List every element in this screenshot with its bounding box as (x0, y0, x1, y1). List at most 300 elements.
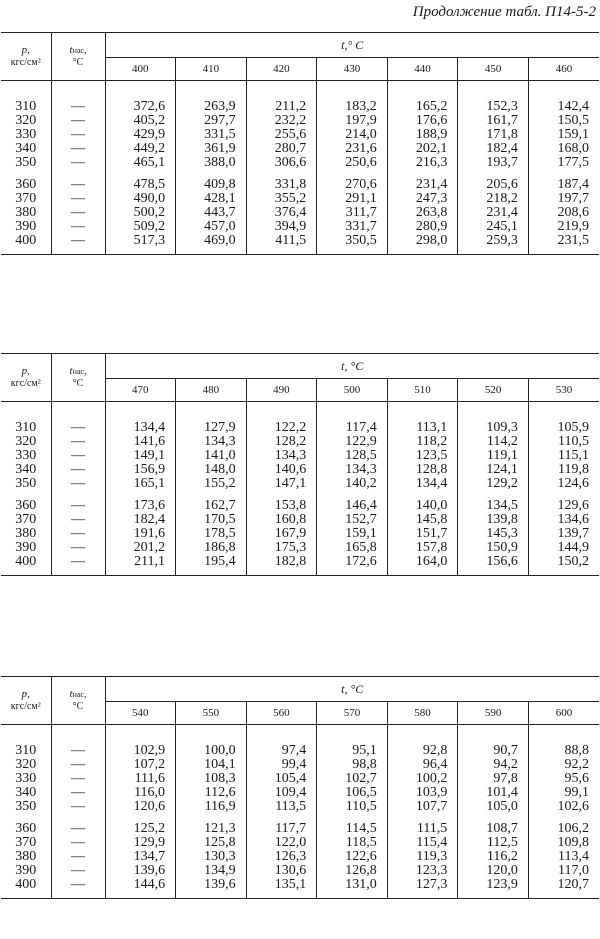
value-cell: 122,6 (317, 850, 388, 864)
value-cell: 202,1 (387, 142, 458, 156)
value-cell: 122,2 (246, 421, 317, 435)
value-cell: 149,1 (105, 449, 176, 463)
steam-table-1 (1, 32, 599, 255)
table-row (1, 758, 599, 772)
pressure-cell: 370 (1, 513, 51, 527)
value-cell: 152,7 (317, 513, 388, 527)
temp-col-header: 490 (246, 379, 317, 402)
saturation-temp-cell: — (51, 206, 105, 220)
value-cell: 97,4 (246, 744, 317, 758)
value-cell: 443,7 (176, 206, 247, 220)
temp-col-header: 560 (246, 702, 317, 725)
saturation-temp-cell: — (51, 421, 105, 435)
value-cell: 469,0 (176, 234, 247, 248)
value-cell: 142,4 (557, 99, 589, 114)
table-row (1, 744, 599, 758)
value-cell: 110,5 (317, 800, 388, 814)
value-cell: 123,5 (387, 449, 458, 463)
table-row (1, 800, 599, 814)
value-cell: 115,4 (387, 836, 458, 850)
value-cell: 216,3 (387, 156, 458, 170)
saturation-temp-cell: — (51, 100, 105, 114)
value-cell: 135,1 (246, 878, 317, 892)
table-row (1, 541, 599, 555)
pressure-cell: 310 (1, 744, 51, 758)
value-cell: 128,5 (317, 449, 388, 463)
value-cell: 94,2 (458, 758, 529, 772)
value-cell: 141,6 (105, 435, 176, 449)
value-cell: 130,6 (246, 864, 317, 878)
saturation-temp-cell: — (51, 850, 105, 864)
value-cell: 100,0 (176, 744, 247, 758)
value-cell: 193,7 (458, 156, 529, 170)
value-cell: 122,9 (317, 435, 388, 449)
pressure-cell: 380 (1, 850, 51, 864)
value-cell: 105,4 (246, 772, 317, 786)
table-row (1, 142, 599, 156)
pressure-cell: 350 (1, 477, 51, 491)
value-cell: 128,2 (246, 435, 317, 449)
value-cell: 108,3 (176, 772, 247, 786)
value-cell: 134,9 (176, 864, 247, 878)
pressure-cell: 360 (1, 499, 51, 513)
table-row (1, 527, 599, 541)
pressure-cell: 360 (1, 822, 51, 836)
pressure-cell: 330 (1, 772, 51, 786)
value-cell: 361,9 (176, 142, 247, 156)
value-cell: 96,4 (387, 758, 458, 772)
value-cell: 120,6 (105, 800, 176, 814)
value-cell: 165,8 (317, 541, 388, 555)
value-cell: 151,7 (387, 527, 458, 541)
value-cell: 120,7 (557, 877, 589, 892)
value-cell: 306,6 (246, 156, 317, 170)
value-cell: 118,2 (387, 435, 458, 449)
value-cell: 107,7 (387, 800, 458, 814)
saturation-temp-cell: — (51, 513, 105, 527)
value-cell: 116,0 (105, 786, 176, 800)
table-caption: Продолжение табл. П14-5-2 (412, 4, 596, 20)
value-cell: 232,2 (246, 114, 317, 128)
value-cell: 129,2 (458, 477, 529, 491)
value-cell: 111,5 (387, 822, 458, 836)
temp-col-header: 460 (528, 58, 599, 81)
table-row (1, 836, 599, 850)
pressure-header: p, кгс/см² (1, 33, 51, 81)
table-row (1, 555, 599, 569)
value-cell: 116,2 (458, 850, 529, 864)
value-cell: 409,8 (176, 178, 247, 192)
saturation-temp-cell: — (51, 836, 105, 850)
value-cell: 101,4 (458, 786, 529, 800)
value-cell: 105,9 (557, 420, 589, 435)
steam-table-3 (1, 676, 599, 899)
value-cell: 114,2 (458, 435, 529, 449)
value-cell: 116,9 (176, 800, 247, 814)
value-cell: 123,9 (458, 878, 529, 892)
saturation-temp-cell: — (51, 234, 105, 248)
temp-col-header: 430 (317, 58, 388, 81)
value-cell: 113,4 (558, 849, 589, 864)
value-cell: 144,6 (105, 878, 176, 892)
table-row (1, 850, 599, 864)
value-cell: 140,2 (317, 477, 388, 491)
saturation-temp-cell: — (51, 800, 105, 814)
value-cell: 173,6 (105, 499, 176, 513)
value-cell: 205,6 (458, 178, 529, 192)
value-cell: 118,5 (317, 836, 388, 850)
value-cell: 245,1 (458, 220, 529, 234)
value-cell: 231,4 (387, 178, 458, 192)
temp-col-header: 510 (387, 379, 458, 402)
temp-col-header: 500 (317, 379, 388, 402)
saturation-temp-cell: — (51, 114, 105, 128)
value-cell: 405,2 (105, 114, 176, 128)
value-cell: 120,0 (458, 864, 529, 878)
value-cell: 104,1 (176, 758, 247, 772)
value-cell: 350,5 (317, 234, 388, 248)
saturation-temp-cell: — (51, 758, 105, 772)
value-cell: 134,5 (458, 499, 529, 513)
value-cell: 102,7 (317, 772, 388, 786)
pressure-cell: 340 (1, 786, 51, 800)
value-cell: 188,9 (387, 128, 458, 142)
value-cell: 218,2 (458, 192, 529, 206)
value-cell: 187,4 (557, 177, 589, 192)
value-cell: 112,5 (458, 836, 529, 850)
table-row (1, 156, 599, 170)
value-cell: 105,0 (458, 800, 529, 814)
saturation-temp-cell: — (51, 178, 105, 192)
pressure-cell: 320 (1, 435, 51, 449)
value-cell: 280,9 (387, 220, 458, 234)
value-cell: 165,1 (105, 477, 176, 491)
value-cell: 103,9 (387, 786, 458, 800)
value-cell: 115,1 (558, 448, 589, 463)
value-cell: 429,9 (105, 128, 176, 142)
table-row (1, 822, 599, 836)
value-cell: 112,6 (176, 786, 247, 800)
table-row (1, 128, 599, 142)
pressure-cell: 320 (1, 758, 51, 772)
value-cell: 95,1 (317, 744, 388, 758)
pressure-cell: 390 (1, 220, 51, 234)
value-cell: 99,4 (246, 758, 317, 772)
value-cell: 127,9 (176, 421, 247, 435)
value-cell: 150,9 (458, 541, 529, 555)
value-cell: 159,1 (317, 527, 388, 541)
value-cell: 126,8 (317, 864, 388, 878)
value-cell: 125,8 (176, 836, 247, 850)
value-cell: 219,9 (557, 219, 589, 234)
table-row (1, 220, 599, 234)
temp-col-header: 450 (458, 58, 529, 81)
value-cell: 182,8 (246, 555, 317, 569)
value-cell: 331,8 (246, 178, 317, 192)
temp-col-header: 440 (387, 58, 458, 81)
value-cell: 139,8 (458, 513, 529, 527)
value-cell: 255,6 (246, 128, 317, 142)
pressure-cell: 390 (1, 541, 51, 555)
temp-col-header: 400 (105, 58, 176, 81)
table-row (1, 114, 599, 128)
value-cell: 134,3 (176, 435, 247, 449)
table-row (1, 477, 599, 491)
temp-col-header: 480 (176, 379, 247, 402)
saturation-temp-cell: — (51, 499, 105, 513)
saturation-temp-cell: — (51, 786, 105, 800)
value-cell: 100,2 (387, 772, 458, 786)
temperature-group-header: t, °C (105, 354, 599, 379)
temp-col-header: 580 (387, 702, 458, 725)
saturation-temp-cell: — (51, 878, 105, 892)
saturation-temp-header: tнас, °C (51, 354, 105, 402)
value-cell: 97,8 (458, 772, 529, 786)
value-cell: 465,1 (105, 156, 176, 170)
value-cell: 176,6 (387, 114, 458, 128)
saturation-temp-cell: — (51, 156, 105, 170)
value-cell: 134,3 (317, 463, 388, 477)
value-cell: 208,6 (557, 205, 589, 220)
value-cell: 172,6 (317, 555, 388, 569)
value-cell: 90,7 (458, 744, 529, 758)
table-row (1, 499, 599, 513)
pressure-header: p, кгс/см² (1, 354, 51, 402)
value-cell: 183,2 (317, 100, 388, 114)
value-cell: 124,1 (458, 463, 529, 477)
value-cell: 119,1 (458, 449, 529, 463)
value-cell: 113,1 (387, 421, 458, 435)
value-cell: 109,4 (246, 786, 317, 800)
value-cell: 164,0 (387, 555, 458, 569)
value-cell: 122,0 (246, 836, 317, 850)
value-cell: 92,2 (564, 757, 589, 772)
value-cell: 147,1 (246, 477, 317, 491)
table-row (1, 206, 599, 220)
table-row (1, 513, 599, 527)
value-cell: 177,5 (557, 155, 589, 170)
value-cell: 211,1 (105, 555, 176, 569)
table-row (1, 878, 599, 892)
pressure-cell: 370 (1, 836, 51, 850)
value-cell: 231,4 (458, 206, 529, 220)
value-cell: 102,9 (105, 744, 176, 758)
value-cell: 145,3 (458, 527, 529, 541)
value-cell: 150,2 (557, 554, 589, 569)
temperature-group-header: t,° C (105, 33, 599, 58)
value-cell: 195,4 (176, 555, 247, 569)
value-cell: 280,7 (246, 142, 317, 156)
table-row (1, 178, 599, 192)
value-cell: 411,5 (246, 234, 317, 248)
value-cell: 155,2 (176, 477, 247, 491)
value-cell: 171,8 (458, 128, 529, 142)
temp-col-header: 410 (176, 58, 247, 81)
saturation-temp-cell: — (51, 822, 105, 836)
temp-col-header: 570 (317, 702, 388, 725)
table-row (1, 100, 599, 114)
value-cell: 106,2 (557, 821, 589, 836)
value-cell: 129,9 (105, 836, 176, 850)
temp-col-header: 590 (458, 702, 529, 725)
value-cell: 153,8 (246, 499, 317, 513)
value-cell: 449,2 (105, 142, 176, 156)
value-cell: 148,0 (176, 463, 247, 477)
pressure-cell: 390 (1, 864, 51, 878)
value-cell: 247,3 (387, 192, 458, 206)
temp-col-header: 540 (105, 702, 176, 725)
value-cell: 119,3 (387, 850, 458, 864)
value-cell: 159,1 (557, 127, 589, 142)
value-cell: 170,5 (176, 513, 247, 527)
pressure-cell: 350 (1, 800, 51, 814)
value-cell: 126,3 (246, 850, 317, 864)
value-cell: 162,7 (176, 499, 247, 513)
value-cell: 331,7 (317, 220, 388, 234)
saturation-temp-cell: — (51, 192, 105, 206)
temp-col-header: 600 (528, 702, 599, 725)
value-cell: 297,7 (176, 114, 247, 128)
value-cell: 141,0 (176, 449, 247, 463)
pressure-cell: 310 (1, 421, 51, 435)
value-cell: 500,2 (105, 206, 176, 220)
value-cell: 131,0 (317, 878, 388, 892)
value-cell: 139,6 (105, 864, 176, 878)
pressure-cell: 380 (1, 527, 51, 541)
value-cell: 160,8 (246, 513, 317, 527)
value-cell: 156,6 (458, 555, 529, 569)
pressure-cell: 400 (1, 234, 51, 248)
steam-table-2 (1, 353, 599, 576)
value-cell: 140,6 (246, 463, 317, 477)
value-cell: 231,5 (557, 233, 589, 248)
value-cell: 263,9 (176, 100, 247, 114)
value-cell: 250,6 (317, 156, 388, 170)
saturation-temp-cell: — (51, 463, 105, 477)
value-cell: 109,3 (458, 421, 529, 435)
value-cell: 161,7 (458, 114, 529, 128)
value-cell: 106,5 (317, 786, 388, 800)
value-cell: 355,2 (246, 192, 317, 206)
saturation-temp-header: tнас, °C (51, 677, 105, 725)
table-row (1, 234, 599, 248)
saturation-temp-cell: — (51, 449, 105, 463)
value-cell: 509,2 (105, 220, 176, 234)
table-row (1, 864, 599, 878)
pressure-cell: 360 (1, 178, 51, 192)
value-cell: 156,9 (105, 463, 176, 477)
value-cell: 478,5 (105, 178, 176, 192)
value-cell: 102,6 (557, 799, 589, 814)
table-row (1, 435, 599, 449)
saturation-temp-cell: — (51, 142, 105, 156)
table-row (1, 421, 599, 435)
value-cell: 98,8 (317, 758, 388, 772)
value-cell: 117,0 (558, 863, 589, 878)
value-cell: 231,6 (317, 142, 388, 156)
pressure-cell: 370 (1, 192, 51, 206)
value-cell: 117,7 (246, 822, 317, 836)
temperature-group-header: t, °C (105, 677, 599, 702)
value-cell: 331,5 (176, 128, 247, 142)
temp-col-header: 470 (105, 379, 176, 402)
saturation-temp-cell: — (51, 555, 105, 569)
saturation-temp-cell: — (51, 477, 105, 491)
value-cell: 113,5 (246, 800, 317, 814)
value-cell: 108,7 (458, 822, 529, 836)
pressure-cell: 330 (1, 449, 51, 463)
value-cell: 211,2 (246, 100, 317, 114)
value-cell: 152,3 (458, 100, 529, 114)
value-cell: 214,0 (317, 128, 388, 142)
value-cell: 134,3 (246, 449, 317, 463)
value-cell: 167,9 (246, 527, 317, 541)
temp-col-header: 530 (528, 379, 599, 402)
temp-col-header: 550 (176, 702, 247, 725)
value-cell: 175,3 (246, 541, 317, 555)
saturation-temp-cell: — (51, 527, 105, 541)
value-cell: 107,2 (105, 758, 176, 772)
value-cell: 145,8 (387, 513, 458, 527)
saturation-temp-cell: — (51, 864, 105, 878)
table-row (1, 786, 599, 800)
value-cell: 88,8 (564, 743, 589, 758)
value-cell: 270,6 (317, 178, 388, 192)
value-cell: 144,9 (557, 540, 589, 555)
value-cell: 125,2 (105, 822, 176, 836)
value-cell: 114,5 (317, 822, 388, 836)
value-cell: 263,8 (387, 206, 458, 220)
value-cell: 201,2 (105, 541, 176, 555)
value-cell: 428,1 (176, 192, 247, 206)
value-cell: 146,4 (317, 499, 388, 513)
value-cell: 111,6 (105, 772, 176, 786)
value-cell: 182,4 (105, 513, 176, 527)
value-cell: 197,9 (317, 114, 388, 128)
pressure-cell: 400 (1, 555, 51, 569)
saturation-temp-cell: — (51, 435, 105, 449)
value-cell: 110,5 (558, 434, 589, 449)
value-cell: 457,0 (176, 220, 247, 234)
pressure-cell: 380 (1, 206, 51, 220)
value-cell: 165,2 (387, 100, 458, 114)
value-cell: 95,6 (564, 771, 589, 786)
pressure-header: p, кгс/см² (1, 677, 51, 725)
value-cell: 134,4 (387, 477, 458, 491)
value-cell: 394,9 (246, 220, 317, 234)
value-cell: 140,0 (387, 499, 458, 513)
value-cell: 109,8 (557, 835, 589, 850)
value-cell: 134,7 (105, 850, 176, 864)
value-cell: 121,3 (176, 822, 247, 836)
pressure-cell: 320 (1, 114, 51, 128)
value-cell: 124,6 (557, 476, 589, 491)
value-cell: 517,3 (105, 234, 176, 248)
pressure-cell: 400 (1, 878, 51, 892)
value-cell: 182,4 (458, 142, 529, 156)
value-cell: 376,4 (246, 206, 317, 220)
saturation-temp-cell: — (51, 744, 105, 758)
saturation-temp-cell: — (51, 128, 105, 142)
value-cell: 168,0 (557, 141, 589, 156)
saturation-temp-cell: — (51, 772, 105, 786)
table-row (1, 772, 599, 786)
value-cell: 139,7 (557, 526, 589, 541)
table-row (1, 192, 599, 206)
value-cell: 92,8 (387, 744, 458, 758)
value-cell: 186,8 (176, 541, 247, 555)
value-cell: 117,4 (317, 421, 388, 435)
